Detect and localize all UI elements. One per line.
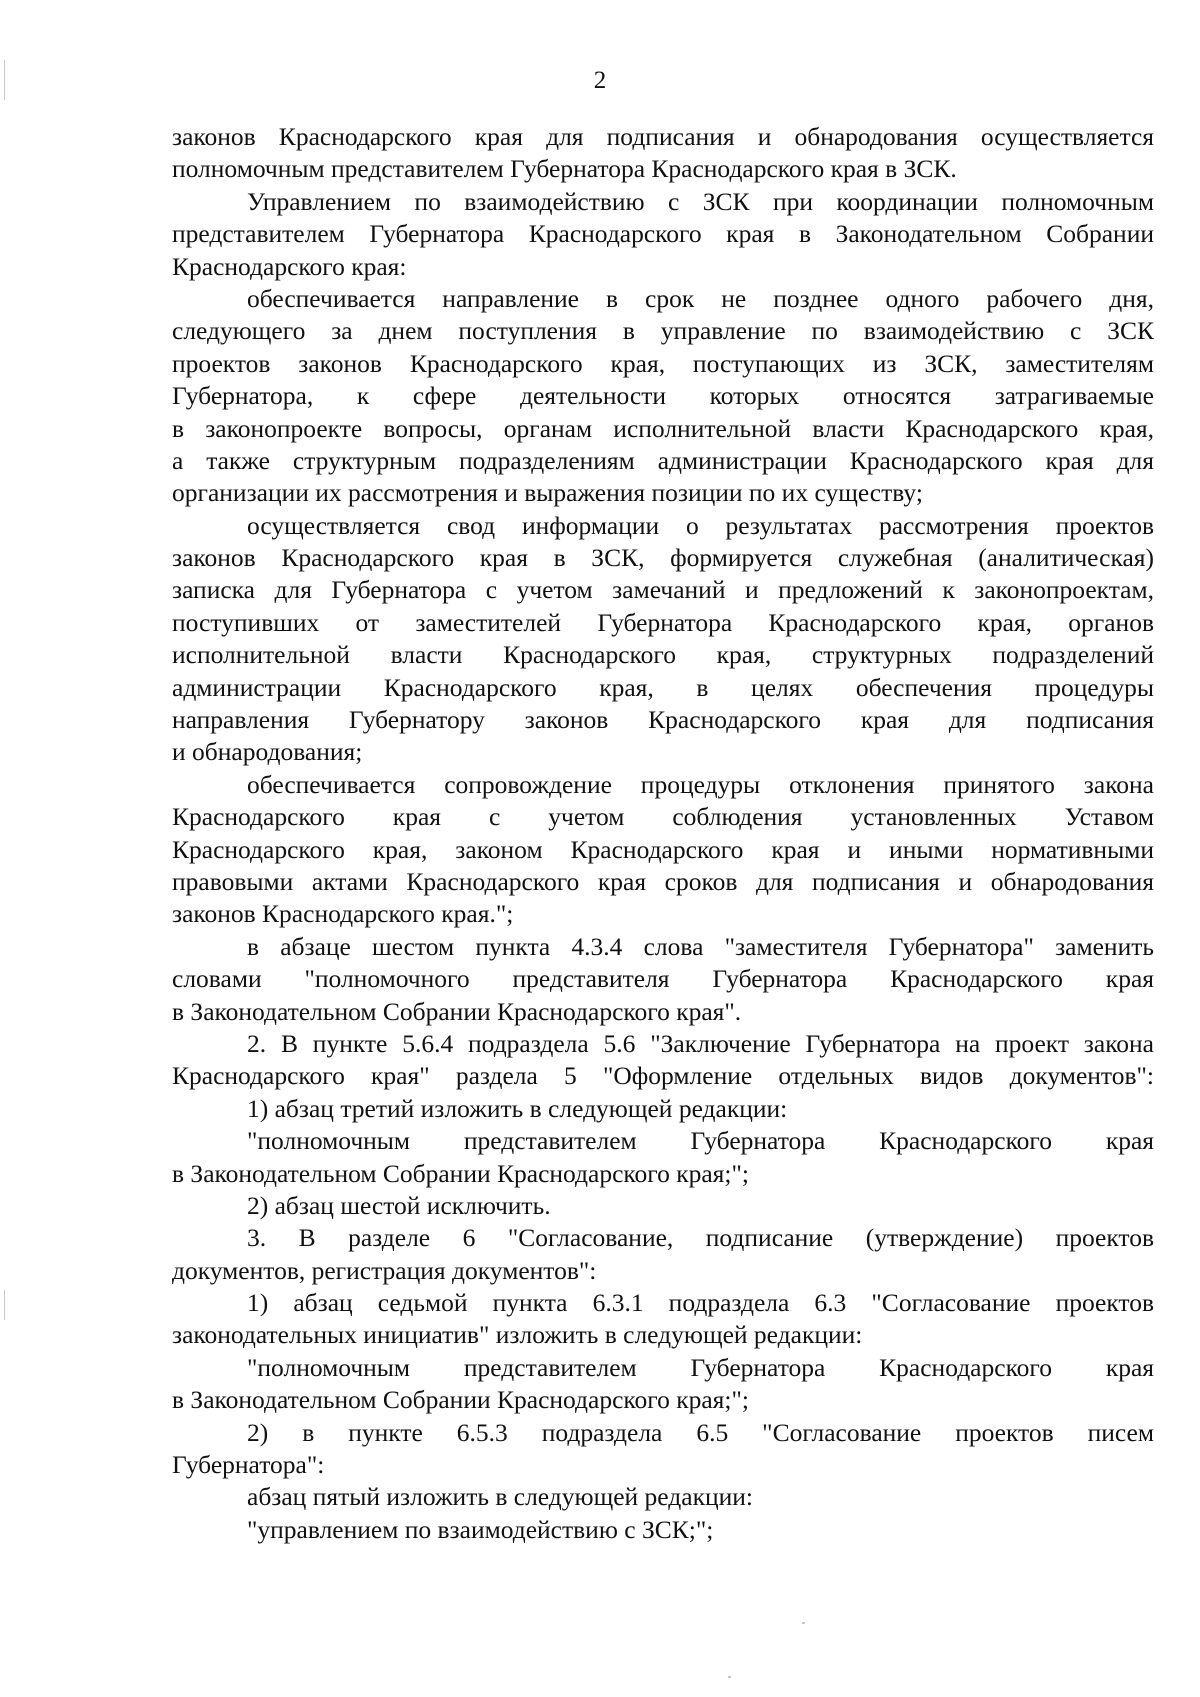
text-line: абзац пятый изложить в следующей редакции: — [247, 1482, 753, 1512]
text-line: законов Краснодарского края."; — [172, 899, 514, 929]
text-line: Краснодарского края" раздела 5 "Оформление отдельных видов документов": — [172, 1061, 1154, 1091]
text-line: администрации Краснодарского края, в целях обеспечения процедуры — [172, 672, 1154, 702]
text-line: законодательных инициатив" изложить в следующей редакции: — [172, 1320, 863, 1350]
text-line: исполнительной власти Краснодарского края, структурных подразделений — [172, 640, 1154, 670]
text-line: Краснодарского края с учетом соблюдения установленных Уставом — [172, 802, 1154, 832]
text-line: "управлением по взаимодействию с ЗСК;"; — [247, 1514, 714, 1544]
text-line: правовыми актами Краснодарского края сроков для подписания и обнародования — [172, 866, 1154, 896]
text-line: а также структурным подразделениям администрации Краснодарского края для — [172, 445, 1154, 475]
text-line: организации их рассмотрения и выражения позиции по их существу; — [172, 478, 923, 508]
text-line: в Законодательном Собрании Краснодарского края". — [172, 996, 742, 1026]
text-line: Краснодарского края, законом Краснодарского края и иными нормативными — [172, 834, 1154, 864]
scan-edge-mark — [4, 1290, 5, 1320]
text-line: в Законодательном Собрании Краснодарского края;"; — [172, 1385, 749, 1415]
text-line: обеспечивается сопровождение процедуры отклонения принятого закона — [247, 769, 1154, 799]
text-line: 2) абзац шестой исключить. — [247, 1190, 551, 1220]
text-line: Губернатора, к сфере деятельности которых относятся затрагиваемые — [172, 381, 1154, 411]
text-line: 3. В разделе 6 "Согласование, подписание (утверждение) проектов — [247, 1223, 1154, 1253]
text-line: следующего за днем поступления в управление по взаимодействию с ЗСК — [172, 316, 1154, 346]
text-line: осуществляется свод информации о результатах рассмотрения проектов — [247, 510, 1154, 540]
text-line: документов, регистрация документов": — [172, 1255, 597, 1285]
text-line: направления Губернатору законов Краснодарского края для подписания — [172, 705, 1154, 735]
scan-speck — [802, 1622, 805, 1624]
text-line: Управлением по взаимодействию с ЗСК при координации полномочным — [247, 186, 1154, 216]
scan-speck — [728, 1676, 731, 1678]
text-line: поступивших от заместителей Губернатора Краснодарского края, органов — [172, 607, 1154, 637]
text-line: обеспечивается направление в срок не позднее одного рабочего дня, — [247, 283, 1154, 313]
text-line: Губернатора": — [172, 1450, 325, 1480]
text-line: 2. В пункте 5.6.4 подраздела 5.6 "Заключение Губернатора на проект закона — [247, 1028, 1154, 1058]
text-line: 2) в пункте 6.5.3 подраздела 6.5 "Согласование проектов писем — [247, 1417, 1154, 1447]
text-line: Краснодарского края: — [172, 251, 407, 281]
text-line: 1) абзац седьмой пункта 6.3.1 подраздела 6.3 "Согласование проектов — [247, 1288, 1154, 1318]
text-line: в законопроекте вопросы, органам исполнительной власти Краснодарского края, — [172, 413, 1154, 443]
document-body — [172, 121, 1154, 1546]
page-number: 2 — [593, 67, 607, 94]
text-line: 1) абзац третий изложить в следующей редакции: — [247, 1093, 788, 1123]
text-line: "полномочным представителем Губернатора Краснодарского края — [247, 1126, 1154, 1156]
text-line: записка для Губернатора с учетом замечаний и предложений к законопроектам, — [172, 575, 1154, 605]
text-line: в Законодательном Собрании Краснодарского края;"; — [172, 1158, 749, 1188]
text-line: словами "полномочного представителя Губернатора Краснодарского края — [172, 964, 1154, 994]
text-line: законов Краснодарского края в ЗСК, формируется служебная (аналитическая) — [172, 543, 1154, 573]
text-line: полномочным представителем Губернатора Краснодарского края в ЗСК. — [172, 154, 957, 184]
text-line: в абзаце шестом пункта 4.3.4 слова "заместителя Губернатора" заменить — [247, 931, 1154, 961]
text-line: представителем Губернатора Краснодарского края в Законодательном Собрании — [172, 219, 1154, 249]
text-line: "полномочным представителем Губернатора Краснодарского края — [247, 1352, 1154, 1382]
text-line: и обнародования; — [172, 737, 363, 767]
text-line: проектов законов Краснодарского края, поступающих из ЗСК, заместителям — [172, 348, 1154, 378]
text-line: законов Краснодарского края для подписания и обнародования осуществляется — [172, 122, 1154, 151]
